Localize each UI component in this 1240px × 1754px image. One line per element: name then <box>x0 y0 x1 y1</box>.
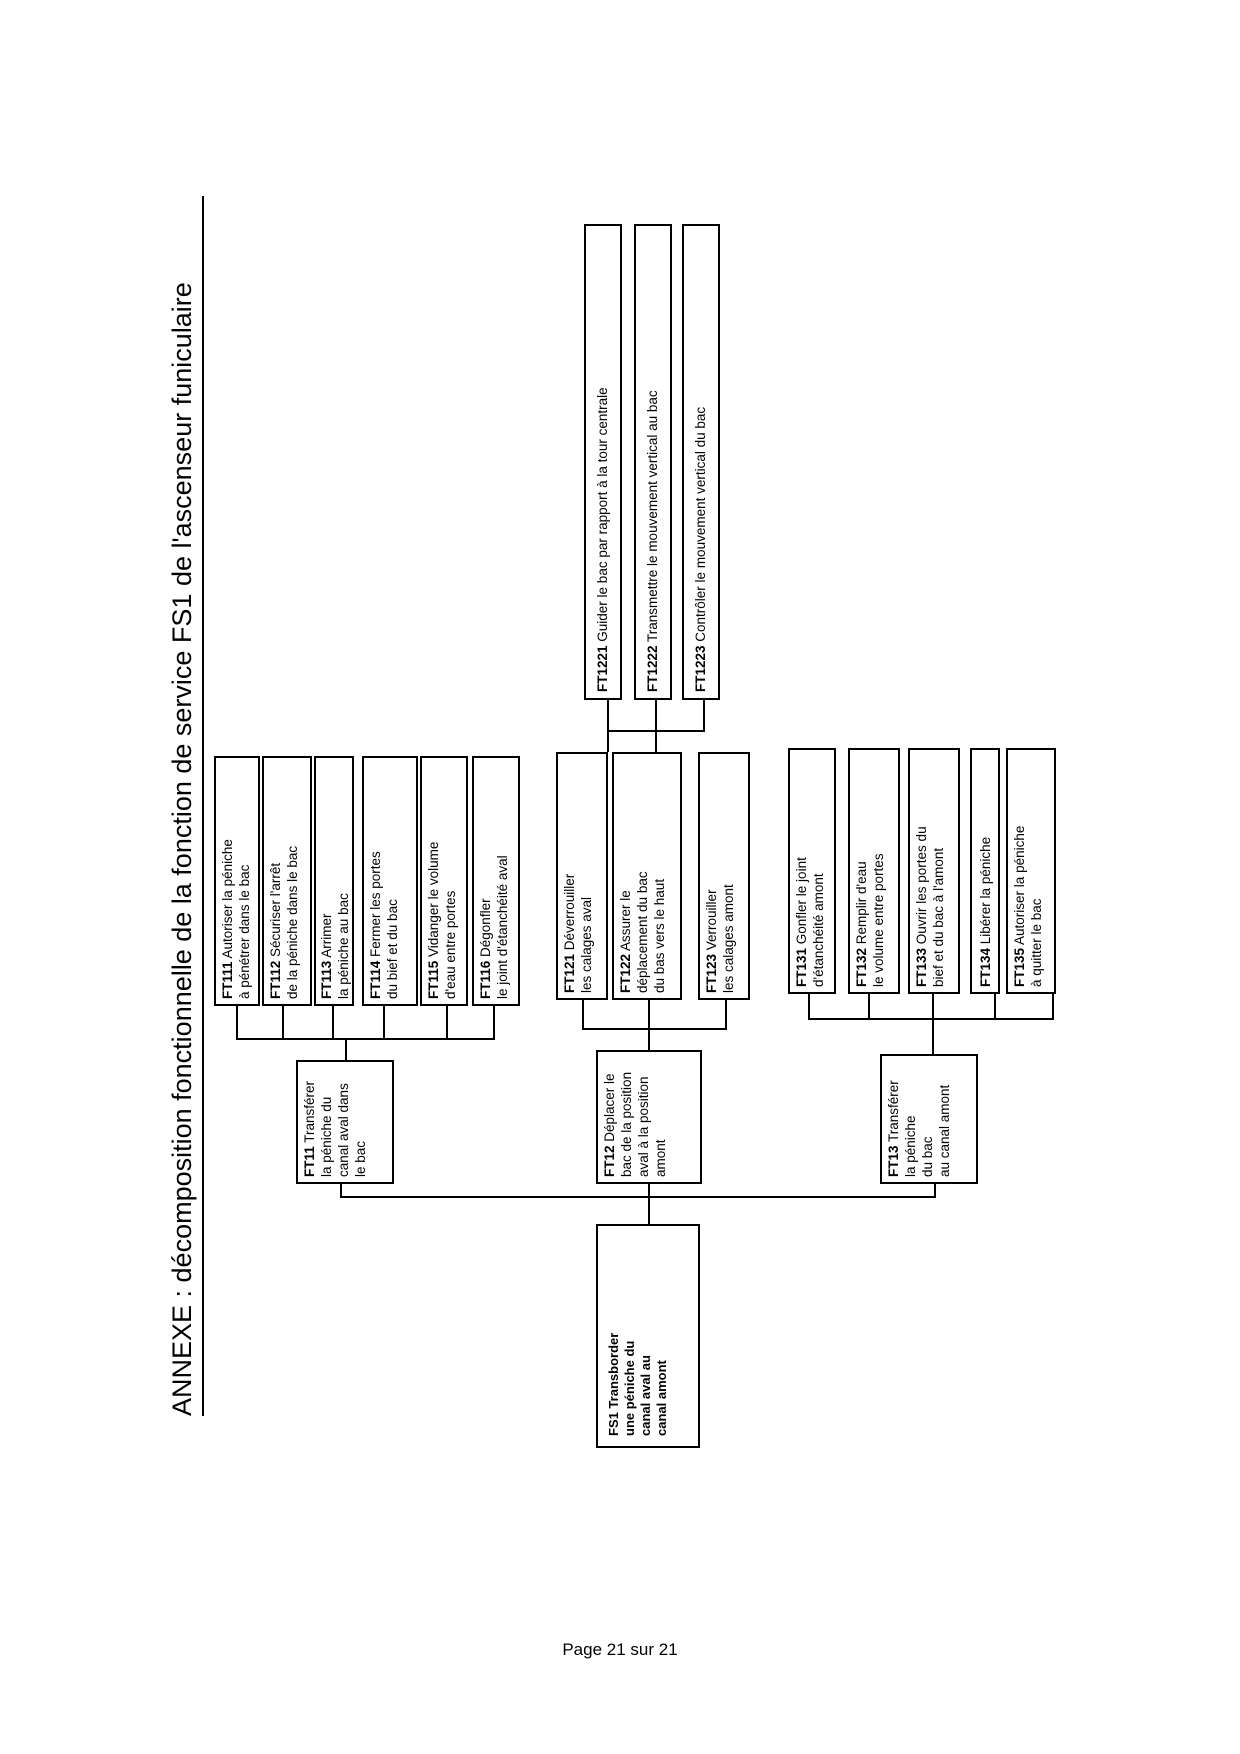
ft12-line-4: amont <box>653 1139 668 1177</box>
node-ft134[interactable] <box>970 748 1000 994</box>
node-ft121[interactable] <box>556 752 608 1000</box>
fs1-line-1: FS1 Transborder <box>606 1332 621 1436</box>
ft115-line-2: d'eau entre portes <box>443 890 458 999</box>
ft111-line-2: à pénétrer dans le bac <box>237 864 252 999</box>
node-ft116[interactable] <box>472 756 520 1006</box>
ft113-line-2: la péniche au bac <box>336 893 351 999</box>
ft13-line-2: la péniche <box>903 1115 918 1177</box>
ft115-code: FT115 <box>426 960 441 999</box>
ft135-line-2: à quitter le bac <box>1029 898 1044 987</box>
ft1223-code: FT1223 <box>693 645 708 692</box>
ft133-line-2: bief et du bac à l'amont <box>931 847 946 987</box>
ft131-text: Gonfler le joint <box>794 857 809 948</box>
node-ft123[interactable] <box>698 752 750 1000</box>
node-ft135[interactable] <box>1006 748 1056 994</box>
ft1222-text: Transmettre le mouvement vertical au bac <box>645 390 660 646</box>
ft132-text: Remplir d'eau <box>854 861 869 948</box>
ft123-line-2: les calages amont <box>721 884 736 993</box>
ft132-code: FT132 <box>854 947 869 987</box>
ft131-code: FT131 <box>794 947 809 987</box>
ft12-line-3: aval à la position <box>636 1076 651 1177</box>
node-ft1222[interactable] <box>634 224 672 700</box>
page-title: ANNEXE : décomposition fonctionnelle de la fonction de service FS1 de l'ascenseur funiculaire <box>164 196 204 1416</box>
ft11-code: FT11 <box>302 1146 317 1177</box>
page-footer: Page 21 sur 21 <box>562 1640 678 1659</box>
ft111-text: Autoriser la péniche <box>220 839 235 962</box>
ft121-text: Déverrouiller <box>562 873 577 954</box>
ft135-code: FT135 <box>1012 947 1027 987</box>
node-fs1[interactable] <box>596 1224 700 1448</box>
ft13-text: Transférer <box>886 1080 901 1146</box>
node-ft133[interactable] <box>908 748 960 994</box>
ft114-text: Fermer les portes <box>368 851 383 961</box>
ft12-line-2: bac de la position <box>619 1071 634 1177</box>
ft12-text: Déplacer le <box>602 1073 617 1146</box>
node-ft1223[interactable] <box>682 224 720 700</box>
fs1-line-4: canal amont <box>654 1360 669 1436</box>
node-ft11[interactable] <box>296 1060 394 1184</box>
ft1223-text: Contrôler le mouvement vertical du bac <box>693 406 708 646</box>
node-ft12[interactable] <box>596 1050 702 1184</box>
ft134-code: FT134 <box>978 947 993 987</box>
ft11-line-4: le bac <box>353 1140 368 1177</box>
ft113-code: FT113 <box>319 960 334 999</box>
ft112-code: FT112 <box>268 960 283 999</box>
ft112-text: Sécuriser l'arrêt <box>268 862 283 961</box>
ft116-text: Dégonfler <box>478 898 493 961</box>
node-ft113[interactable] <box>314 756 354 1006</box>
node-ft112[interactable] <box>262 756 312 1006</box>
ft122-code: FT122 <box>618 953 633 993</box>
ft134-text: Libérer la péniche <box>978 836 993 948</box>
node-ft114[interactable] <box>362 756 418 1006</box>
ft123-code: FT123 <box>704 953 719 993</box>
ft116-line-2: le joint d'étanchéité aval <box>495 855 510 999</box>
ft113-text: Arrimer <box>319 913 334 961</box>
ft121-code: FT121 <box>562 953 577 993</box>
ft12-code: FT12 <box>602 1145 617 1177</box>
node-ft122[interactable] <box>612 752 682 1000</box>
ft112-line-2: de la péniche dans le bac <box>285 845 300 999</box>
node-ft132[interactable] <box>848 748 900 994</box>
ft115-text: Vidanger le volume <box>426 841 441 961</box>
ft122-line-2: déplacement du bac <box>635 871 650 993</box>
ft135-text: Autoriser la péniche <box>1012 825 1027 948</box>
ft114-code: FT114 <box>368 960 383 999</box>
ft114-line-2: du bief et du bac <box>385 899 400 999</box>
ft116-code: FT116 <box>478 960 493 999</box>
ft111-code: FT111 <box>220 961 235 999</box>
ft11-text: Transférer <box>302 1080 317 1147</box>
fs1-line-2: une péniche du <box>622 1340 637 1436</box>
node-ft13[interactable] <box>880 1054 978 1184</box>
ft13-code: FT13 <box>886 1145 901 1177</box>
ft122-line-3: du bas vers le haut <box>652 878 667 993</box>
ft121-line-2: les calages aval <box>579 896 594 993</box>
ft133-text: Ouvrir les portes du <box>914 826 929 948</box>
node-ft115[interactable] <box>420 756 468 1006</box>
ft11-line-2: la péniche du <box>319 1096 334 1177</box>
ft131-line-2: d'étanchéité amont <box>811 873 826 987</box>
ft123-text: Verrouiller <box>704 889 719 954</box>
ft122-text: Assurer le <box>618 890 633 954</box>
node-ft1221[interactable] <box>584 224 622 700</box>
fs1-line-3: canal aval au <box>638 1355 653 1436</box>
ft132-line-2: le volume entre portes <box>871 853 886 987</box>
ft11-line-3: canal aval dans <box>336 1083 351 1177</box>
ft133-code: FT133 <box>914 947 929 987</box>
ft13-line-4: au canal amont <box>937 1084 952 1177</box>
ft13-line-3: du bac <box>920 1136 935 1177</box>
ft1222-code: FT1222 <box>645 645 660 692</box>
ft1221-code: FT1221 <box>595 645 610 692</box>
node-ft131[interactable] <box>788 748 836 994</box>
ft1221-text: Guider le bac par rapport à la tour centrale <box>595 387 610 646</box>
node-ft111[interactable] <box>214 756 260 1006</box>
